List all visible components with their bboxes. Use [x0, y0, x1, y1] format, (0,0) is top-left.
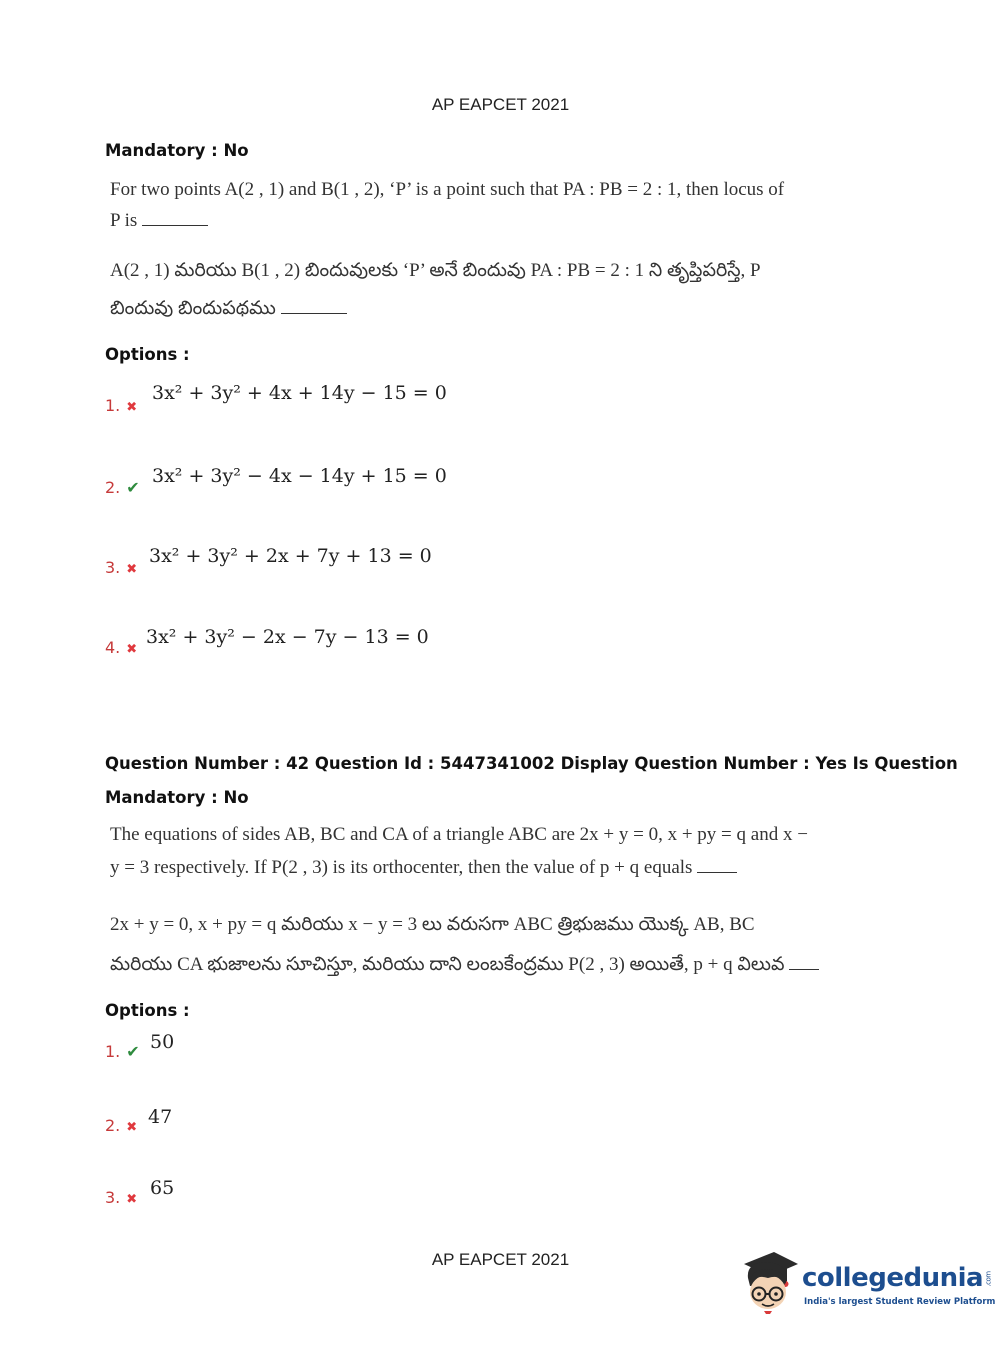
cross-mark-icon: ✖	[126, 562, 138, 577]
q41-options-label: Options :	[105, 345, 190, 364]
option-number: 4.	[105, 638, 121, 657]
q41-option-1	[105, 396, 137, 415]
q42-meta: Question Number : 42 Question Id : 5447341002 Display Question Number : Yes Is Question	[105, 754, 958, 773]
option-number: 3.	[105, 558, 121, 577]
q42-mandatory: Mandatory : No	[105, 788, 249, 807]
option-equation: 3x² + 3y² − 2x − 7y − 13 = 0	[146, 626, 429, 648]
brand-suffix: .com	[984, 1270, 993, 1287]
option-number: 2.	[105, 1116, 121, 1135]
answer-blank	[789, 968, 819, 970]
q41-question-te-line1: A(2 , 1) మరియు B(1 , 2) బిందువులకు ‘P’ అనే బిందువు PA : PB = 2 : 1 ని తృప్తిపరిస్తే, P	[110, 260, 761, 281]
cross-mark-icon: ✖	[126, 1192, 138, 1207]
q41-question-te-line2: బిందువు బిందుపథము	[110, 298, 276, 319]
option-number: 3.	[105, 1188, 121, 1207]
brand-name: collegedunia	[802, 1263, 984, 1293]
q42-question-te-line2: మరియు CA భుజాలను సూచిస్తూ, మరియు దాని లంబకేంద్రము P(2 , 3) అయితే, p + q విలువ	[110, 954, 785, 975]
q42-question-en-line2: y = 3 respectively. If P(2 , 3) is its orthocenter, then the value of p + q equals	[110, 857, 693, 878]
option-equation: 3x² + 3y² + 4x + 14y − 15 = 0	[152, 382, 447, 404]
q41-question-en-line1: For two points A(2 , 1) and B(1 , 2), ‘P’ is a point such that PA : PB = 2 : 1, then locus of	[110, 179, 785, 200]
answer-blank	[281, 312, 347, 314]
q41-question-en-line2: P is	[110, 210, 138, 231]
q41-option-3	[105, 558, 137, 577]
page-header-title: AP EAPCET 2021	[431, 95, 570, 114]
q41-option-2	[105, 478, 140, 497]
q42-option-3	[105, 1188, 137, 1207]
option-equation: 3x² + 3y² + 2x + 7y + 13 = 0	[149, 545, 432, 567]
check-mark-icon: ✔	[126, 478, 140, 497]
q42-options-label: Options :	[105, 1001, 190, 1020]
page-footer-title: AP EAPCET 2021	[431, 1250, 570, 1269]
option-number: 1.	[105, 396, 121, 415]
option-number: 1.	[105, 1042, 121, 1061]
option-value: 50	[150, 1031, 175, 1053]
answer-blank	[697, 871, 737, 873]
q42-question-te-line1: 2x + y = 0, x + py = q మరియు x − y = 3 లు వరుసగా ABC త్రిభుజము యొక్క AB, BC	[110, 914, 755, 935]
cross-mark-icon: ✖	[126, 642, 138, 657]
option-value: 65	[150, 1177, 175, 1199]
q42-option-1	[105, 1042, 140, 1061]
q41-option-4	[105, 638, 137, 657]
q42-question-en-line1: The equations of sides AB, BC and CA of a triangle ABC are 2x + y = 0, x + py = q and x −	[110, 824, 808, 845]
q42-option-2	[105, 1116, 137, 1135]
option-number: 2.	[105, 478, 121, 497]
q41-mandatory: Mandatory : No	[105, 141, 249, 160]
brand-tagline: India's largest Student Review Platform	[804, 1297, 996, 1307]
cross-mark-icon: ✖	[126, 400, 138, 415]
answer-blank	[142, 224, 208, 226]
mascot-logo-icon	[740, 1248, 800, 1314]
option-value: 47	[148, 1106, 173, 1128]
cross-mark-icon: ✖	[126, 1120, 138, 1135]
option-equation: 3x² + 3y² − 4x − 14y + 15 = 0	[152, 465, 447, 487]
brand-logo-text	[802, 1263, 996, 1293]
check-mark-icon: ✔	[126, 1042, 140, 1061]
